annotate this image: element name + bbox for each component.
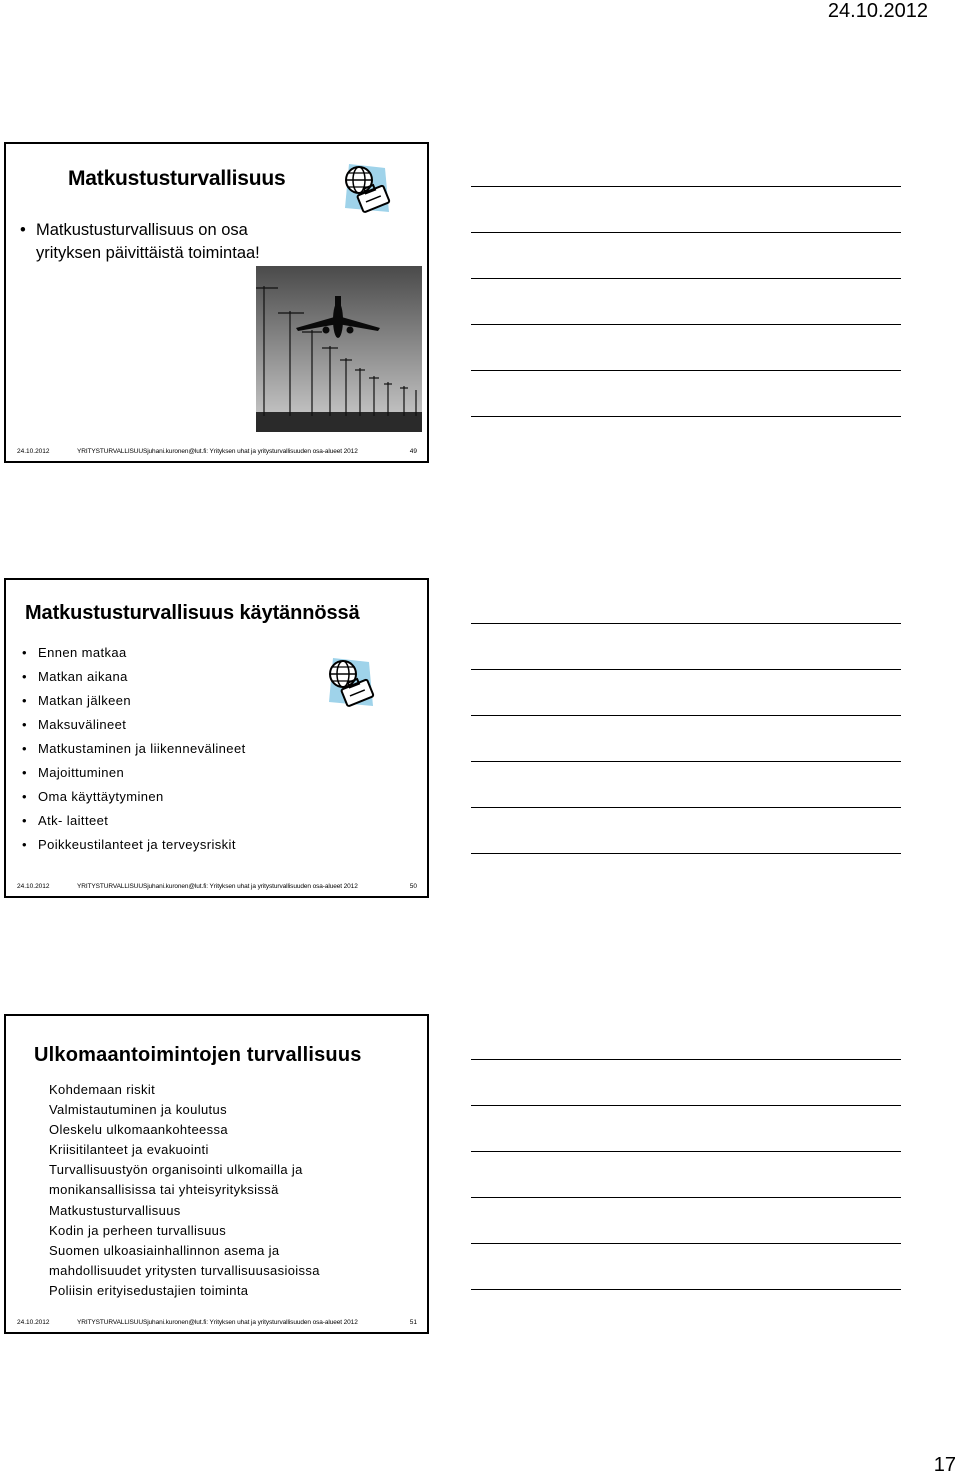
footer-date: 24.10.2012 xyxy=(17,1319,50,1326)
note-line xyxy=(471,761,901,762)
list-item: Matkustusturvallisuus xyxy=(49,1202,181,1218)
note-line xyxy=(471,669,901,670)
note-line xyxy=(471,715,901,716)
list-item: Oleskelu ulkomaankohteessa xyxy=(49,1122,228,1138)
slide-number: 49 xyxy=(409,448,417,455)
note-line xyxy=(471,1059,901,1060)
note-line xyxy=(471,1243,901,1244)
slide-number: 51 xyxy=(409,1319,417,1326)
note-line xyxy=(471,853,901,854)
bullet-item: • Maksuvälineet xyxy=(22,713,246,737)
note-line xyxy=(471,1105,901,1106)
note-line xyxy=(471,807,901,808)
note-line xyxy=(471,1151,901,1152)
list-item: Kohdemaan riskit xyxy=(49,1082,156,1097)
bullet-item: • Poikkeustilanteet ja terveysriskit xyxy=(22,833,246,857)
bullet-item: • Matkustusturvallisuus on osa yrityksen päivittäistä toimintaa! xyxy=(20,219,266,265)
note-line xyxy=(471,623,901,624)
globe-and-briefcase-icon xyxy=(323,656,375,712)
footer-text: YRITYSTURVALLISUUSjuhani.kuronen@lut.fi: Yrityksen uhat ja yritysturvallisuuden osa-alueet 2012 xyxy=(77,1319,358,1326)
note-line xyxy=(471,278,901,279)
note-line xyxy=(471,370,901,371)
footer-text: YRITYSTURVALLISUUSjuhani.kuronen@lut.fi: Yrityksen uhat ja yritysturvallisuuden osa-alueet 2012 xyxy=(77,448,358,455)
note-line xyxy=(471,324,901,325)
note-line xyxy=(471,1289,901,1290)
slide-49 xyxy=(4,142,429,463)
list-item: Poliisin erityisedustajien toiminta xyxy=(49,1282,249,1298)
list-item: Valmistautuminen ja koulutus xyxy=(49,1102,227,1118)
footer-date: 24.10.2012 xyxy=(17,448,50,455)
bullet-item: • Matkan jälkeen xyxy=(22,689,246,713)
bullet-item: • Matkan aikana xyxy=(22,665,246,689)
note-line xyxy=(471,232,901,233)
footer-date: 24.10.2012 xyxy=(17,883,50,890)
list-item: Suomen ulkoasiainhallinnon asema ja xyxy=(49,1242,280,1258)
list-item: Kriisitilanteet ja evakuointi xyxy=(49,1142,209,1158)
slide-title: Ulkomaantoimintojen turvallisuus xyxy=(34,1044,362,1066)
page-number: 17 xyxy=(933,1454,956,1476)
slide-number: 50 xyxy=(409,883,417,890)
slide-50 xyxy=(4,578,429,898)
list-item: Turvallisuustyön organisointi ulkomailla ja xyxy=(49,1162,303,1178)
bullet-item: • Oma käyttäytyminen xyxy=(22,785,246,809)
airplane-landing-photo xyxy=(256,266,422,432)
bullet-item: • Matkustaminen ja liikennevälineet xyxy=(22,737,246,761)
list-item: mahdollisuudet yritysten turvallisuusasioissa xyxy=(49,1262,320,1278)
bullet-item: • Atk- laitteet xyxy=(22,809,246,833)
bullet-item: • Ennen matkaa xyxy=(22,641,246,665)
note-line xyxy=(471,416,901,417)
note-line xyxy=(471,186,901,187)
globe-and-briefcase-icon xyxy=(339,162,391,218)
slide-51 xyxy=(4,1014,429,1334)
bullet-list xyxy=(22,641,246,857)
list-item: Kodin ja perheen turvallisuus xyxy=(49,1222,227,1238)
page-date: 24.10.2012 xyxy=(827,0,928,22)
topic-list xyxy=(49,1080,320,1301)
list-item: monikansallisissa tai yhteisyrityksissä xyxy=(49,1182,279,1198)
bullet-list xyxy=(20,219,266,265)
bullet-item: • Majoittuminen xyxy=(22,761,246,785)
footer-text: YRITYSTURVALLISUUSjuhani.kuronen@lut.fi: Yrityksen uhat ja yritysturvallisuuden osa-alueet 2012 xyxy=(77,883,358,890)
slide-title: Matkustusturvallisuus xyxy=(68,167,286,190)
slide-title: Matkustusturvallisuus käytännössä xyxy=(25,602,360,624)
note-line xyxy=(471,1197,901,1198)
